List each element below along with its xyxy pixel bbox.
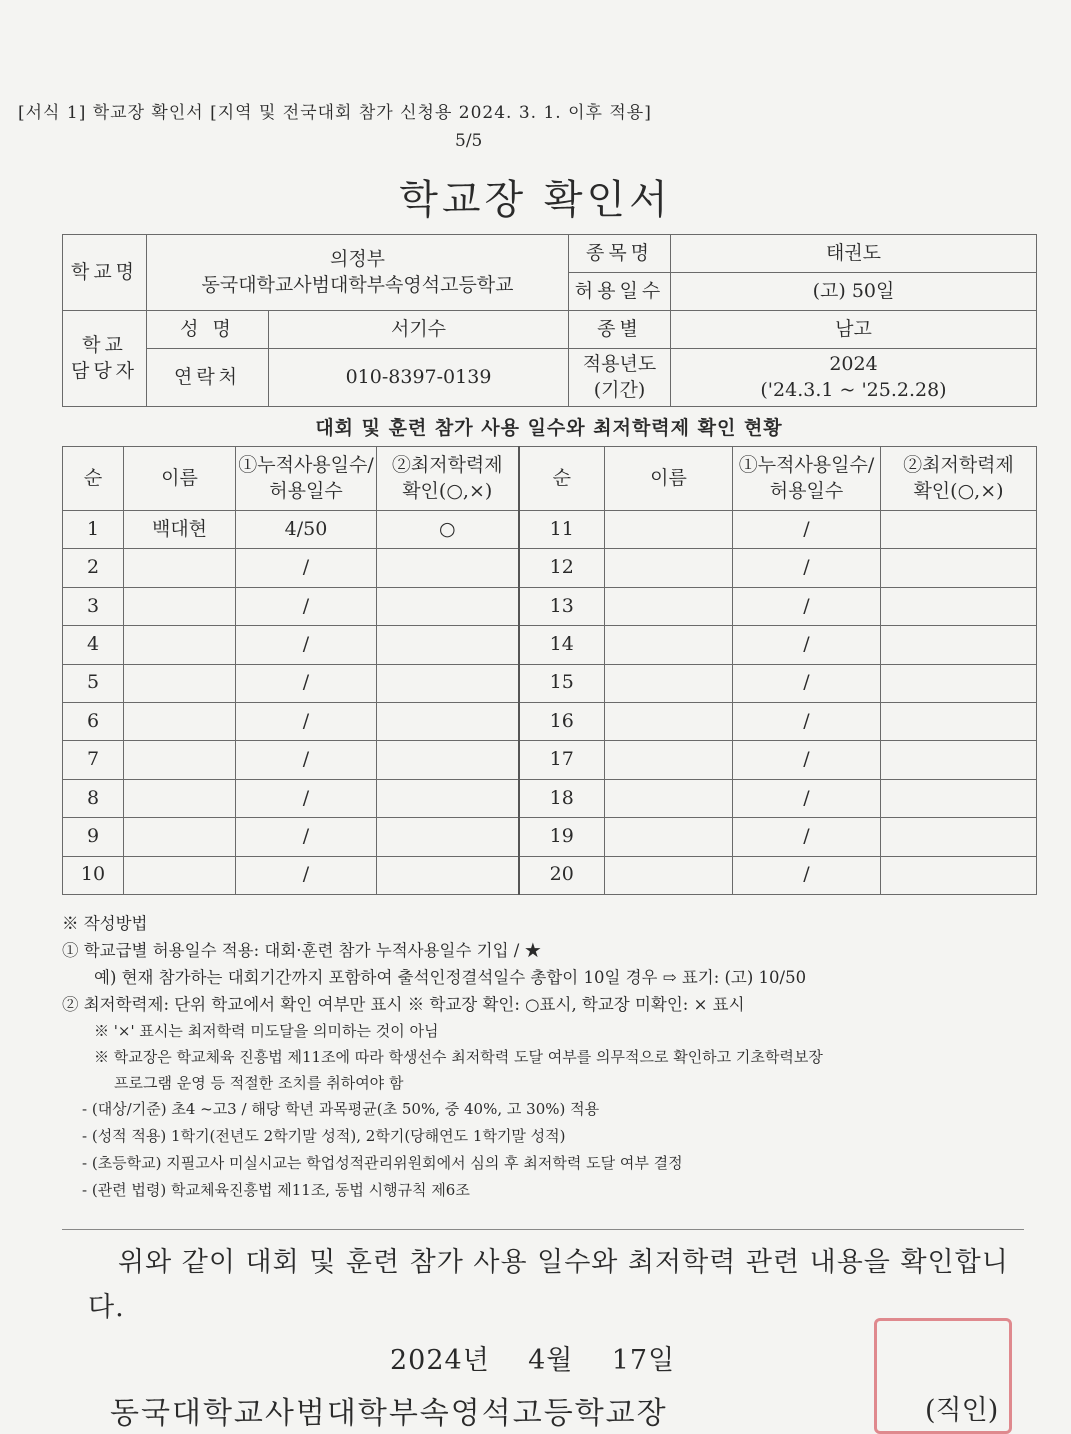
- header-check-line2: 확인(○,×): [402, 479, 493, 502]
- seal-suffix: (직인): [925, 1395, 999, 1426]
- period-value: ('24.3.1 ~ '25.2.28): [760, 378, 947, 401]
- min-academic-check: [881, 702, 1037, 740]
- min-academic-check: [881, 818, 1037, 856]
- min-academic-check: [881, 741, 1037, 779]
- table-header-row: [63, 447, 1037, 511]
- min-academic-check: ○: [377, 511, 519, 549]
- contact-label: 연락처: [147, 349, 269, 407]
- principal-name: 동국대학교사범대학부속영석고등학교장: [110, 1396, 668, 1431]
- header-days-line2: 허용일수: [269, 479, 343, 502]
- min-academic-check: [881, 626, 1037, 664]
- student-name: 백대현: [124, 511, 236, 549]
- note-item-2-sub2b: 프로그램 운영 등 적절한 조치를 취하여야 함: [114, 1074, 404, 1092]
- row-number: 12: [519, 549, 605, 587]
- document-title: 학교장 확인서: [399, 177, 672, 223]
- min-academic-check: [377, 818, 519, 856]
- cumulative-days: /: [733, 702, 881, 740]
- staff-name-label: 성 명: [147, 311, 269, 349]
- school-info-table: [62, 234, 1037, 407]
- student-name: [605, 818, 733, 856]
- school-name-value: [147, 235, 569, 311]
- min-academic-check: [377, 549, 519, 587]
- event-label: 종목명: [569, 235, 671, 273]
- category-value: 남고: [671, 311, 1037, 349]
- min-academic-check: [377, 856, 519, 894]
- min-academic-check: [377, 702, 519, 740]
- participation-table: [62, 446, 1037, 895]
- note-item-1: ① 학교급별 허용일수 적용: 대회·훈련 참가 누적사용일수 기입 / ★: [62, 941, 542, 960]
- note-item-1-example: 예) 현재 참가하는 대회기간까지 포함하여 출석인정결석일수 총합이 10일 경우 ⇨ 표기: (고) 10/50: [94, 968, 807, 987]
- student-name: [124, 741, 236, 779]
- year-label-line1: 적용년도: [582, 352, 657, 375]
- page-number: 5/5: [455, 131, 483, 151]
- cumulative-days: /: [236, 664, 377, 702]
- student-name: [124, 702, 236, 740]
- row-number: 2: [63, 549, 124, 587]
- table-row: [63, 664, 1037, 702]
- header-check: [377, 447, 519, 511]
- cumulative-days: /: [236, 626, 377, 664]
- issue-date: 2024년 4월 17일: [390, 1345, 676, 1376]
- note-dash-3: - (초등학교) 지필고사 미실시교는 학업성적관리위원회에서 심의 후 최저학력 도달 여부 결정: [82, 1154, 683, 1172]
- table-row: [63, 779, 1037, 817]
- table-row: [63, 626, 1037, 664]
- row-number: 6: [63, 702, 124, 740]
- header-check-line2: 확인(○,×): [913, 479, 1004, 502]
- student-name: [605, 549, 733, 587]
- school-name-line2: 동국대학교사범대학부속영석고등학교: [201, 273, 514, 296]
- student-name: [124, 549, 236, 587]
- min-academic-check: [881, 587, 1037, 625]
- student-name: [605, 779, 733, 817]
- table-row: [63, 549, 1037, 587]
- staff-label-line1: 학교: [82, 333, 127, 356]
- year-value-cell: [671, 349, 1037, 407]
- staff-name-value: 서기수: [269, 311, 569, 349]
- cumulative-days: /: [733, 818, 881, 856]
- year-value: 2024: [829, 352, 878, 375]
- row-number: 14: [519, 626, 605, 664]
- cumulative-days: /: [236, 587, 377, 625]
- table-row: [63, 511, 1037, 549]
- student-name: [605, 741, 733, 779]
- min-academic-check: [881, 779, 1037, 817]
- min-academic-check: [377, 587, 519, 625]
- cumulative-days: /: [733, 549, 881, 587]
- year-label-line2: (기간): [593, 378, 646, 401]
- row-number: 20: [519, 856, 605, 894]
- allowed-days-label: 허용일수: [569, 273, 671, 311]
- row-number: 17: [519, 741, 605, 779]
- confirmation-text: 위와 같이 대회 및 훈련 참가 사용 일수와 최저학력 관련 내용을 확인합니다.: [88, 1247, 1009, 1323]
- row-number: 18: [519, 779, 605, 817]
- cumulative-days: /: [733, 511, 881, 549]
- student-name: [124, 664, 236, 702]
- header-name: 이름: [124, 447, 236, 511]
- min-academic-check: [881, 549, 1037, 587]
- table-row: [63, 818, 1037, 856]
- category-label: 종별: [569, 311, 671, 349]
- cumulative-days: /: [236, 818, 377, 856]
- row-number: 7: [63, 741, 124, 779]
- note-item-2: ② 최저학력제: 단위 학교에서 확인 여부만 표시 ※ 학교장 확인: ○표시, 학교장 미확인: × 표시: [62, 995, 745, 1014]
- min-academic-check: [377, 664, 519, 702]
- header-days: [236, 447, 377, 511]
- min-academic-check: [377, 626, 519, 664]
- note-dash-1: - (대상/기준) 초4 ~고3 / 해당 학년 과목평균(초 50%, 중 40%, 고 30%) 적용: [82, 1100, 600, 1118]
- header-check-line1: ②최저학력제: [903, 453, 1014, 476]
- school-name-line1: 의정부: [329, 247, 386, 270]
- cumulative-days: /: [236, 741, 377, 779]
- header-check-right: [881, 447, 1037, 511]
- student-name: [605, 702, 733, 740]
- min-academic-check: [881, 664, 1037, 702]
- instructions: [62, 910, 1042, 1204]
- note-dash-2: - (성적 적용) 1학기(전년도 2학기말 성적), 2학기(당해연도 1학기말 성적): [82, 1127, 566, 1145]
- contact-value: 010-8397-0139: [269, 349, 569, 407]
- cumulative-days: /: [733, 856, 881, 894]
- cumulative-days: /: [733, 779, 881, 817]
- notes-heading: ※ 작성방법: [62, 914, 148, 933]
- student-name: [124, 626, 236, 664]
- header-name-right: 이름: [605, 447, 733, 511]
- note-item-2-sub1: ※ '×' 표시는 최저학력 미도달을 의미하는 것이 아님: [94, 1022, 439, 1040]
- header-days-line1: ①누적사용일수/: [238, 453, 374, 476]
- student-name: [124, 587, 236, 625]
- cumulative-days: /: [733, 741, 881, 779]
- row-number: 5: [63, 664, 124, 702]
- student-name: [605, 664, 733, 702]
- row-number: 19: [519, 818, 605, 856]
- min-academic-check: [377, 779, 519, 817]
- student-name: [605, 626, 733, 664]
- row-number: 3: [63, 587, 124, 625]
- student-name: [605, 511, 733, 549]
- table-row: [63, 741, 1037, 779]
- row-number: 16: [519, 702, 605, 740]
- row-number: 10: [63, 856, 124, 894]
- student-name: [605, 856, 733, 894]
- school-name-label: 학교명: [63, 235, 147, 311]
- event-value: 태권도: [671, 235, 1037, 273]
- header-days-right: [733, 447, 881, 511]
- cumulative-days: /: [733, 587, 881, 625]
- row-number: 1: [63, 511, 124, 549]
- form-header-note: [서식 1] 학교장 확인서 [지역 및 전국대회 참가 신청용 2024. 3. 1. 이후 적용]: [18, 103, 652, 123]
- note-dash-4: - (관련 법령) 학교체육진흥법 제11조, 동법 시행규칙 제6조: [82, 1181, 470, 1199]
- divider-line: [62, 1229, 1024, 1230]
- header-days-line1: ①누적사용일수/: [738, 453, 875, 476]
- header-days-line2: 허용일수: [769, 479, 844, 502]
- year-label: [569, 349, 671, 407]
- row-number: 15: [519, 664, 605, 702]
- header-no: 순: [63, 447, 124, 511]
- min-academic-check: [377, 741, 519, 779]
- staff-label-line2: 담당자: [70, 359, 139, 382]
- cumulative-days: /: [236, 856, 377, 894]
- row-number: 8: [63, 779, 124, 817]
- min-academic-check: [881, 856, 1037, 894]
- allowed-days-value: (고) 50일: [671, 273, 1037, 311]
- cumulative-days: 4/50: [236, 511, 377, 549]
- min-academic-check: [881, 511, 1037, 549]
- cumulative-days: /: [236, 779, 377, 817]
- student-name: [124, 779, 236, 817]
- student-name: [124, 856, 236, 894]
- student-name: [605, 587, 733, 625]
- cumulative-days: /: [236, 702, 377, 740]
- section-title: 대회 및 훈련 참가 사용 일수와 최저학력제 확인 현황: [315, 417, 783, 439]
- cumulative-days: /: [733, 664, 881, 702]
- row-number: 13: [519, 587, 605, 625]
- row-number: 9: [63, 818, 124, 856]
- cumulative-days: /: [236, 549, 377, 587]
- row-number: 4: [63, 626, 124, 664]
- student-name: [124, 818, 236, 856]
- note-item-2-sub2a: ※ 학교장은 학교체육 진흥법 제11조에 따라 학생선수 최저학력 도달 여부를 의무적으로 확인하고 기초학력보장: [94, 1048, 823, 1066]
- table-row: [63, 856, 1037, 894]
- header-no-right: 순: [519, 447, 605, 511]
- row-number: 11: [519, 511, 605, 549]
- table-row: [63, 702, 1037, 740]
- header-check-line1: ②최저학력제: [391, 453, 503, 476]
- cumulative-days: /: [733, 626, 881, 664]
- staff-label: [63, 311, 147, 407]
- table-row: [63, 587, 1037, 625]
